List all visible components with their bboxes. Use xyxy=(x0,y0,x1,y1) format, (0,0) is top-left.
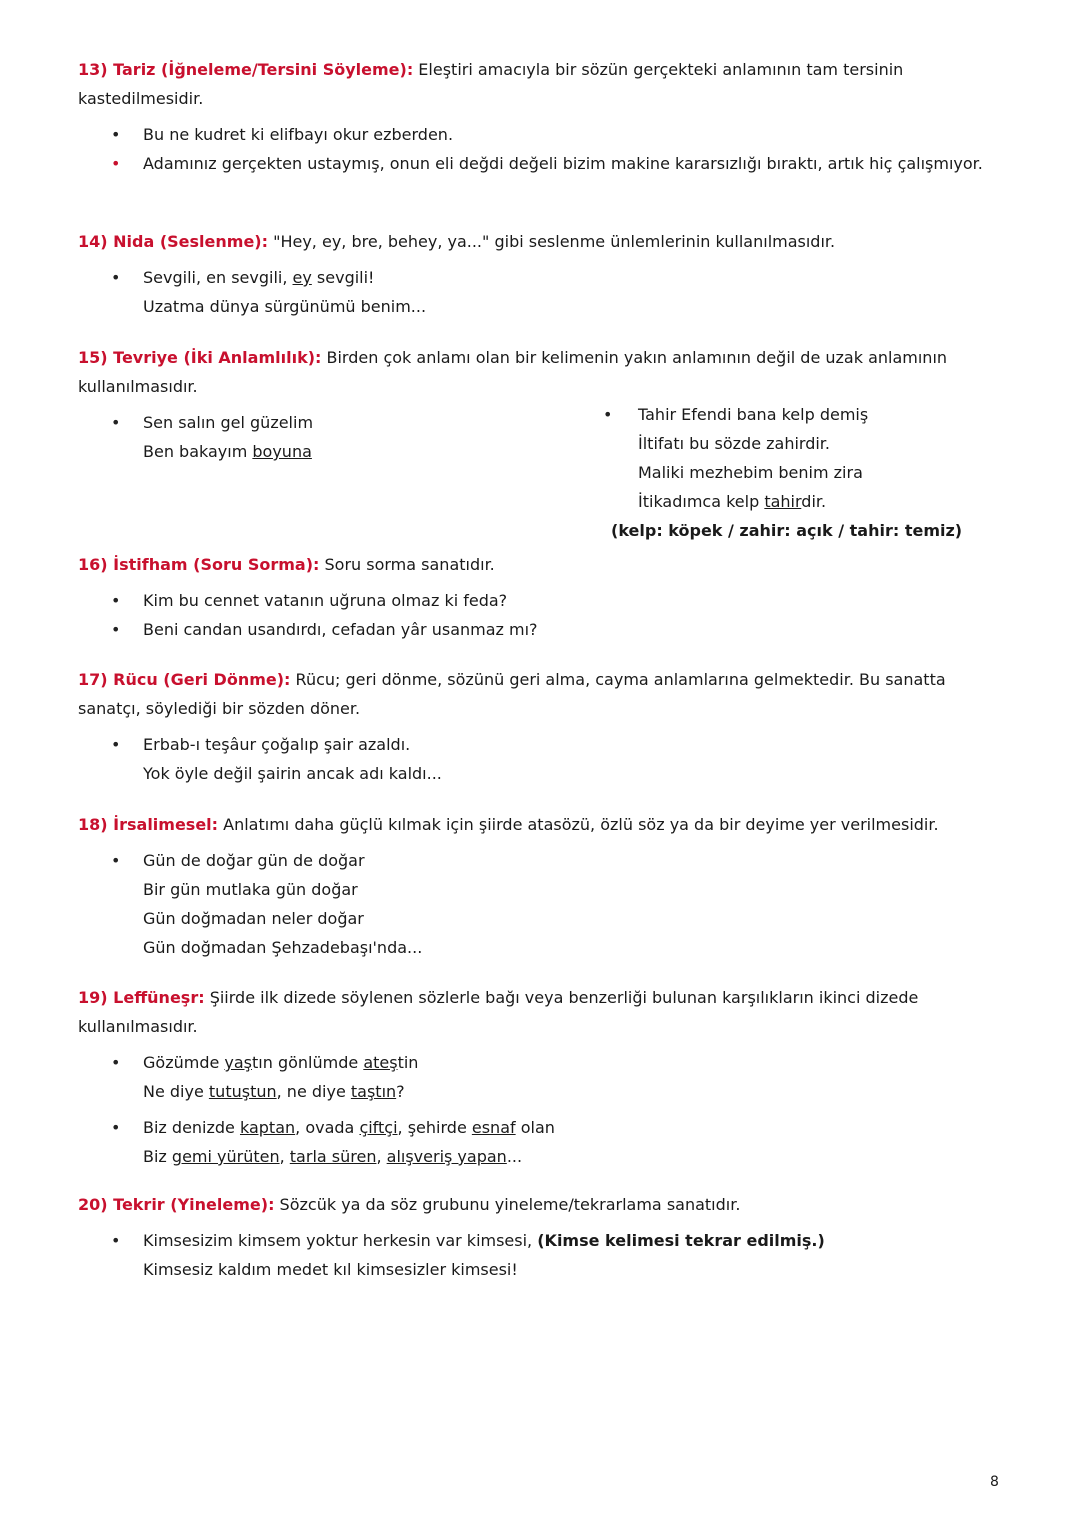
section-heading xyxy=(78,810,998,839)
bullet-icon: • xyxy=(111,1118,121,1137)
section-leffunesr xyxy=(78,983,998,1178)
section-heading xyxy=(78,55,998,113)
bullet-icon: • xyxy=(111,591,121,610)
section-rucu xyxy=(78,665,998,795)
section-heading xyxy=(78,665,998,723)
section-heading xyxy=(78,983,998,1041)
example-item: • Adamınız gerçekten ustaymış, onun eli değdi değeli bizim makine kararsızlığı bıraktı, artık hiç çalışmıyor. xyxy=(78,149,998,178)
term-title: 13) Tariz (İğneleme/Tersini Söyleme): xyxy=(78,60,414,79)
term-title: 17) Rücu (Geri Dönme): xyxy=(78,670,291,689)
section-heading xyxy=(78,550,998,579)
bullet-icon: • xyxy=(111,1231,121,1250)
example-item: • Biz denizde kaptan, ovada çiftçi, şehirde esnaf olan Biz gemi yürüten, tarla süren, alışveriş yapan... xyxy=(78,1113,998,1171)
bullet-icon: • xyxy=(111,851,121,870)
term-definition: Anlatımı daha güçlü kılmak için şiirde atasözü, özlü söz ya da bir deyime yer verilmesidir. xyxy=(218,815,939,834)
example-item: • Gözümde yaştın gönlümde ateştin Ne diye tutuştun, ne diye taştın? xyxy=(78,1048,998,1106)
example-item: • Erbab-ı teşâur çoğalıp şair azaldı. Yok öyle değil şairin ancak adı kaldı... xyxy=(78,730,998,788)
example-item: • Gün de doğar gün de doğar Bir gün mutlaka gün doğar Gün doğmadan neler doğar Gün doğmadan Şehzadebaşı'nda... xyxy=(78,846,998,962)
example-item: • Sen salın gel güzelim Ben bakayım boyuna xyxy=(78,408,558,466)
example-item: • Beni candan usandırdı, cefadan yâr usanmaz mı? xyxy=(78,615,998,644)
bullet-icon: • xyxy=(111,735,121,754)
bullet-icon: • xyxy=(111,268,121,287)
term-title: 19) Leffüneşr: xyxy=(78,988,205,1007)
section-tevriye-example-2 xyxy=(603,400,1003,545)
bullet-icon: • xyxy=(111,620,121,639)
section-istifham xyxy=(78,550,998,651)
term-title: 20) Tekrir (Yineleme): xyxy=(78,1195,275,1214)
term-title: 15) Tevriye (İki Anlamlılık): xyxy=(78,348,322,367)
bullet-icon: • xyxy=(111,1053,121,1072)
page-number: 8 xyxy=(990,1474,999,1490)
example-item: • Bu ne kudret ki elifbayı okur ezberden. xyxy=(78,120,998,149)
example-list xyxy=(78,408,558,466)
section-heading xyxy=(78,227,998,256)
example-item: • Kimsesizim kimsem yoktur herkesin var kimsesi, (Kimse kelimesi tekrar edilmiş.) Kimsesiz kaldım medet kıl kimsesizler kimsesi! xyxy=(78,1226,998,1284)
word-gloss: (kelp: köpek / zahir: açık / tahir: temiz) xyxy=(611,521,963,540)
example-list xyxy=(78,730,998,788)
section-nida xyxy=(78,227,998,328)
section-heading xyxy=(78,1190,998,1219)
example-list xyxy=(78,120,998,178)
term-definition: "Hey, ey, bre, behey, ya..." gibi seslenme ünlemlerinin kullanılmasıdır. xyxy=(268,232,836,251)
term-definition: Rücu; geri dönme, sözünü geri alma, cayma anlamlarına gelmektedir. Bu sanatta sanatçı, söylediği bir sözden döner. xyxy=(78,670,946,718)
term-title: 18) İrsalimesel: xyxy=(78,815,219,834)
example-list xyxy=(78,263,998,321)
example-item: • Tahir Efendi bana kelp demiş İltifatı bu sözde zahirdir. Maliki mezhebim benim zira İtikadımca kelp tahirdir. xyxy=(603,400,1003,516)
term-definition: Soru sorma sanatıdır. xyxy=(319,555,495,574)
bullet-icon: • xyxy=(111,125,121,144)
bullet-icon: • xyxy=(111,154,121,173)
term-definition: Sözcük ya da söz grubunu yineleme/tekrarlama sanatıdır. xyxy=(274,1195,741,1214)
example-note: (Kimse kelimesi tekrar edilmiş.) xyxy=(537,1231,825,1250)
example-list xyxy=(78,846,998,962)
example-item: • Kim bu cennet vatanın uğruna olmaz ki feda? xyxy=(78,586,998,615)
example-list xyxy=(78,1048,998,1171)
section-tekrir xyxy=(78,1190,998,1291)
bullet-icon: • xyxy=(111,413,121,432)
example-item: • Sevgili, en sevgili, ey sevgili! Uzatma dünya sürgünümü benim... xyxy=(78,263,998,321)
term-definition: Şiirde ilk dizede söylenen sözlerle bağı veya benzerliği bulunan karşılıkların ikinci dizede kullanılmasıdır. xyxy=(78,988,919,1036)
term-title: 16) İstifham (Soru Sorma): xyxy=(78,555,320,574)
term-definition: Birden çok anlamı olan bir kelimenin yakın anlamının değil de uzak anlamının kullanılmasıdır. xyxy=(78,348,948,396)
section-heading xyxy=(78,343,998,401)
example-list xyxy=(78,1226,998,1284)
section-irsalimesel xyxy=(78,810,998,969)
term-definition: Eleştiri amacıyla bir sözün gerçekteki anlamının tam tersinin kastedilmesidir. xyxy=(78,60,904,108)
term-title: 14) Nida (Seslenme): xyxy=(78,232,269,251)
section-tariz xyxy=(78,55,998,185)
bullet-icon: • xyxy=(603,405,613,424)
example-list xyxy=(78,586,998,644)
